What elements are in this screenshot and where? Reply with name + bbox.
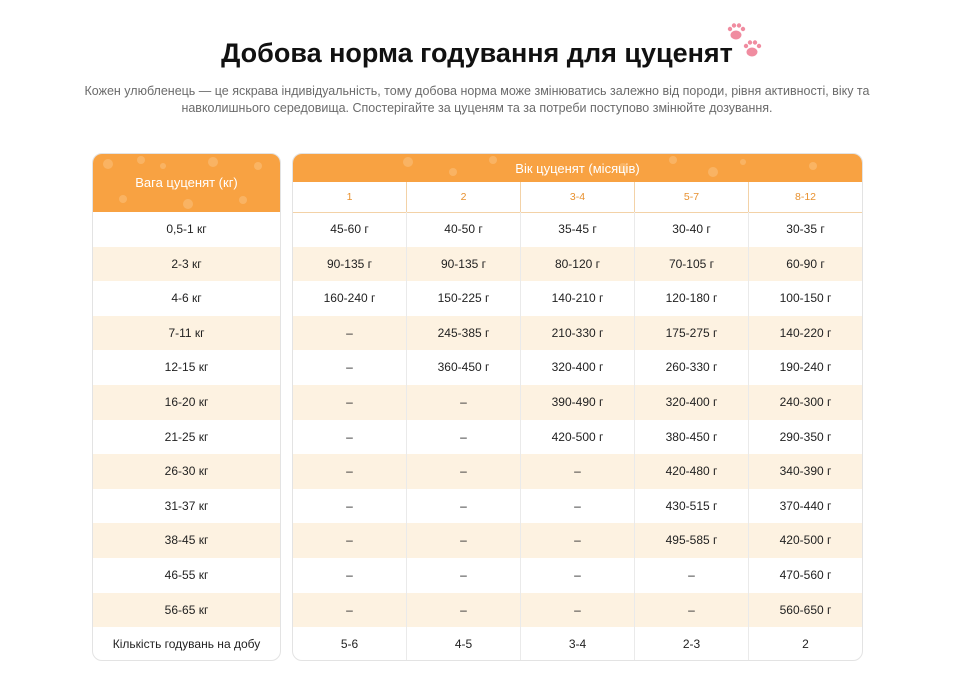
table-row: [93, 593, 280, 628]
portion-cell: 370-440 г: [779, 498, 832, 513]
table-row: [93, 420, 280, 455]
portion-cell: 45-60 г: [293, 212, 407, 247]
portion-cell: 2-3: [635, 627, 749, 661]
portion-cell: 380-450 г: [635, 420, 749, 455]
portion-cell: 100-150 г: [779, 291, 832, 306]
portion-cell: 175-275 г: [635, 316, 749, 351]
age-header: [293, 154, 862, 182]
weight-cell: 56-65 кг: [164, 602, 209, 617]
portion-cell: –: [635, 558, 749, 593]
portion-cell: 320-400 г: [521, 350, 635, 385]
portion-cell: 390-490 г: [521, 385, 635, 420]
weight-cell: 16-20 кг: [164, 394, 209, 409]
table-row: [293, 212, 862, 247]
table-row: [93, 627, 280, 661]
portion-cell: 430-515 г: [635, 489, 749, 524]
portion-cell: 340-390 г: [779, 464, 832, 479]
weight-column-card: [92, 153, 281, 661]
weight-cell: 38-45 кг: [164, 533, 209, 548]
portion-cell: 3-4: [521, 627, 635, 661]
portion-cell: –: [407, 489, 521, 524]
table-row: [293, 627, 862, 661]
portion-cell: 560-650 г: [779, 602, 832, 617]
month-header: 8-12: [794, 191, 816, 203]
feeding-rows: [293, 212, 862, 661]
month-header: 5-7: [635, 182, 749, 212]
weight-header: [93, 154, 280, 212]
table-row: [93, 350, 280, 385]
portion-cell: –: [521, 454, 635, 489]
portion-cell: –: [293, 385, 407, 420]
portion-cell: 190-240 г: [779, 360, 832, 375]
table-row: [93, 454, 280, 489]
table-row: [93, 558, 280, 593]
portion-cell: –: [293, 593, 407, 628]
portion-cell: 90-135 г: [293, 247, 407, 282]
weight-cell: 12-15 кг: [164, 360, 209, 375]
weight-cell: 26-30 кг: [164, 464, 209, 479]
weight-cell: 31-37 кг: [164, 498, 209, 513]
month-header: 3-4: [521, 182, 635, 212]
table-row: [293, 385, 862, 420]
portion-cell: 360-450 г: [407, 350, 521, 385]
table-row: [93, 316, 280, 351]
table-row: [293, 281, 862, 316]
portion-cell: –: [407, 558, 521, 593]
paw-prints-icon: [724, 20, 768, 69]
portion-cell: –: [407, 523, 521, 558]
portion-cell: 70-105 г: [635, 247, 749, 282]
age-table-card: [292, 153, 863, 661]
weight-cell: 4-6 кг: [171, 291, 202, 306]
portion-cell: 120-180 г: [635, 281, 749, 316]
portion-cell: 420-480 г: [635, 454, 749, 489]
weight-cell: Кількість годувань на добу: [112, 637, 261, 652]
portion-cell: –: [293, 523, 407, 558]
portion-cell: 40-50 г: [407, 212, 521, 247]
weight-header-label: Вага цуценят (кг): [135, 175, 238, 190]
portion-cell: 140-220 г: [779, 325, 832, 340]
portion-cell: 420-500 г: [779, 533, 832, 548]
portion-cell: 240-300 г: [779, 394, 832, 409]
table-row: [293, 350, 862, 385]
table-row: [93, 212, 280, 247]
portion-cell: 30-35 г: [786, 222, 825, 236]
age-header-label: Вік цуценят (місяців): [515, 161, 640, 176]
portion-cell: –: [293, 316, 407, 351]
month-header: 1: [293, 182, 407, 212]
portion-cell: –: [293, 350, 407, 385]
portion-cell: 495-585 г: [635, 523, 749, 558]
table-row: [293, 558, 862, 593]
table-row: [293, 316, 862, 351]
page-subtitle: Кожен улюбленець — це яскрава індивідуальність, тому добова норма може змінюватись залежно від породи, рівня активності, віку та навколишнього середовища. Спостерігайте за цуценям та за потреби поступово змінюйте дозування.: [84, 84, 870, 115]
table-row: [93, 489, 280, 524]
portion-cell: 260-330 г: [635, 350, 749, 385]
weight-cell: 21-25 кг: [164, 429, 209, 444]
portion-cell: 30-40 г: [635, 212, 749, 247]
month-header: 2: [407, 182, 521, 212]
portion-cell: 140-210 г: [521, 281, 635, 316]
portion-cell: 35-45 г: [521, 212, 635, 247]
table-row: [293, 454, 862, 489]
portion-cell: –: [407, 593, 521, 628]
table-row: [93, 523, 280, 558]
table-row: [293, 489, 862, 524]
portion-cell: –: [293, 420, 407, 455]
portion-cell: 210-330 г: [521, 316, 635, 351]
table-row: [293, 420, 862, 455]
weight-cell: 2-3 кг: [171, 256, 202, 271]
portion-cell: –: [407, 454, 521, 489]
portion-cell: –: [521, 523, 635, 558]
portion-cell: –: [407, 385, 521, 420]
page-title: Добова норма годування для цуценят: [221, 38, 733, 68]
table-row: [293, 523, 862, 558]
table-row: [93, 385, 280, 420]
portion-cell: 4-5: [407, 627, 521, 661]
portion-cell: 245-385 г: [407, 316, 521, 351]
portion-cell: –: [521, 558, 635, 593]
portion-cell: 470-560 г: [779, 567, 832, 582]
table-row: [293, 593, 862, 628]
portion-cell: 320-400 г: [635, 385, 749, 420]
portion-cell: 90-135 г: [407, 247, 521, 282]
portion-cell: 2: [802, 637, 809, 652]
month-header-row: [293, 182, 862, 213]
portion-cell: –: [635, 593, 749, 628]
portion-cell: 150-225 г: [407, 281, 521, 316]
portion-cell: –: [293, 489, 407, 524]
portion-cell: –: [521, 489, 635, 524]
portion-cell: 60-90 г: [786, 256, 825, 271]
weight-rows: [93, 212, 280, 661]
portion-cell: –: [293, 454, 407, 489]
weight-cell: 7-11 кг: [168, 325, 205, 340]
portion-cell: 160-240 г: [293, 281, 407, 316]
table-row: [293, 247, 862, 282]
portion-cell: –: [293, 558, 407, 593]
weight-cell: 0,5-1 кг: [166, 222, 207, 236]
portion-cell: 5-6: [293, 627, 407, 661]
portion-cell: –: [407, 420, 521, 455]
portion-cell: –: [521, 593, 635, 628]
weight-cell: 46-55 кг: [164, 567, 209, 582]
table-row: [93, 281, 280, 316]
portion-cell: 290-350 г: [779, 429, 832, 444]
portion-cell: 80-120 г: [521, 247, 635, 282]
portion-cell: 420-500 г: [521, 420, 635, 455]
table-row: [93, 247, 280, 282]
